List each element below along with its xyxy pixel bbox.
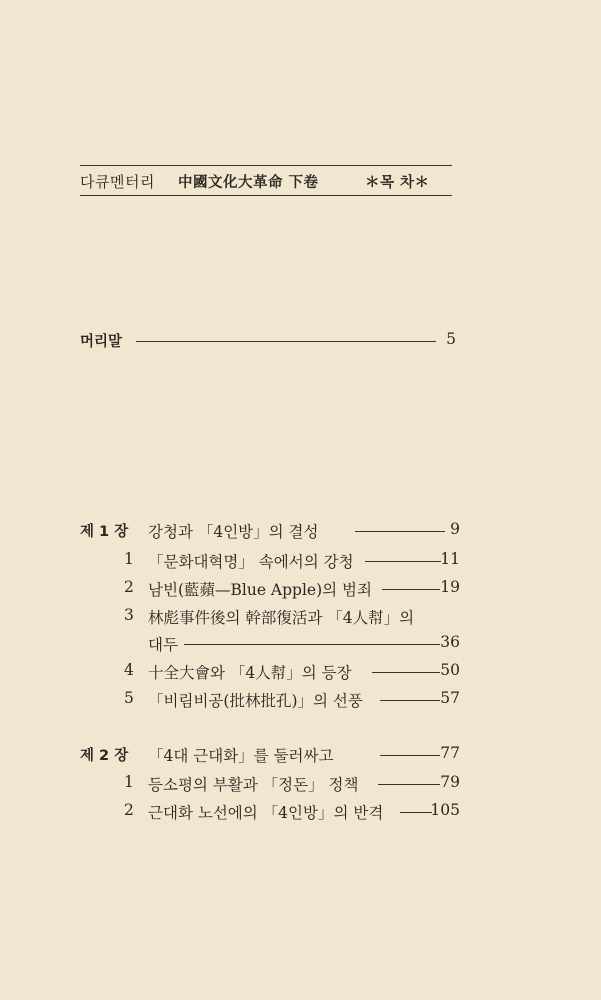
toc-entry-chapter-1 [80,520,460,542]
dot-leader [378,784,440,785]
toc-entry-preface [80,330,456,352]
dot-leader [380,700,440,701]
section-title-continuation: 대두 [148,636,178,654]
page-number: 77 [440,744,460,762]
section-number: 2 [124,801,134,819]
section-number: 1 [124,550,134,568]
header-book-title: 中國文化大革命 下卷 [178,175,319,191]
section-title: 林彪事件後의 幹部復活과 「4人幇」의 [148,609,415,627]
page-number: 50 [440,661,460,679]
dot-leader [365,561,441,562]
dot-leader [400,812,432,813]
section-number: 1 [124,773,134,791]
header-section: ＊목 차＊ [365,175,430,191]
header-top-rule [80,165,452,166]
section-title: 등소평의 부활과 「정돈」 정책 [148,776,359,794]
page-number: 19 [440,578,460,596]
page-number: 5 [446,330,456,348]
page-number: 36 [440,633,460,651]
section-number: 4 [124,661,134,679]
chapter-title: 「4대 근대화」를 둘러싸고 [148,747,334,765]
toc-entry-section-2-1 [80,773,460,795]
toc-entry-section-1-3-cont [80,633,460,655]
section-title: 「문화대혁명」 속에서의 강청 [148,553,354,571]
header-bottom-rule [80,195,452,196]
section-title: 남빈(藍蘋—Blue Apple)의 범죄 [148,581,372,599]
running-header [80,171,452,193]
section-number: 2 [124,578,134,596]
toc-entry-section-2-2 [80,801,460,823]
toc-entry-section-1-3 [80,606,460,628]
header-series: 다큐멘터리 [80,173,155,191]
page-number: 105 [430,801,460,819]
chapter-label: 제 2 장 [80,748,129,764]
preface-label: 머리말 [80,334,123,350]
page-number: 79 [440,773,460,791]
page-number: 11 [440,550,460,568]
section-title: 「비림비공(批林批孔)」의 선풍 [148,692,363,710]
section-number: 3 [124,606,134,624]
dot-leader [184,644,440,645]
section-number: 5 [124,689,134,707]
dot-leader [372,672,440,673]
section-title: 十全大會와 「4人幇」의 등장 [148,664,352,682]
dot-leader [355,531,445,532]
toc-entry-chapter-2 [80,744,460,766]
dot-leader [382,589,440,590]
chapter-title: 강청과 「4인방」의 결성 [148,523,319,541]
chapter-label: 제 1 장 [80,524,129,540]
section-title: 근대화 노선에의 「4인방」의 반격 [148,804,384,822]
toc-entry-section-1-5 [80,689,460,711]
dot-leader [136,341,436,342]
dot-leader [380,755,440,756]
toc-entry-section-1-4 [80,661,460,683]
page-number: 57 [440,689,460,707]
toc-entry-section-1-2 [80,578,460,600]
toc-entry-section-1-1 [80,550,460,572]
page-number: 9 [450,520,460,538]
